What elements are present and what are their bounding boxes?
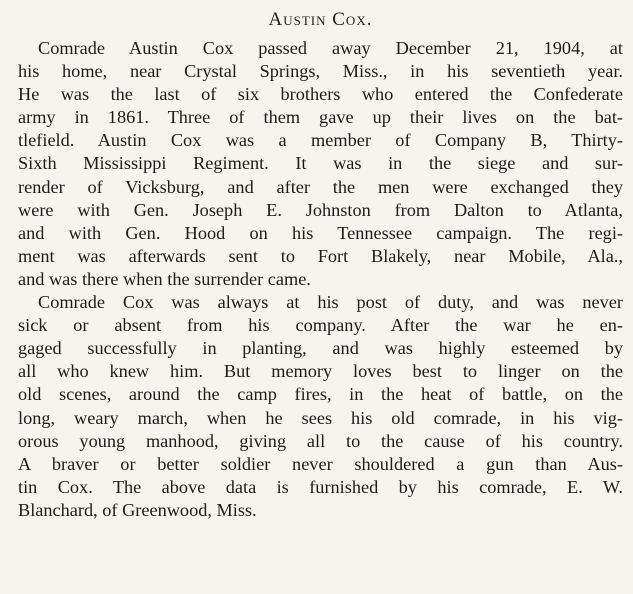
article-title: Austin Cox. xyxy=(268,9,373,30)
text-line: He was the last of six brothers who entered the Confederate xyxy=(18,84,623,105)
text-line: tin Cox. The above data is furnished by his comrade, E. W. xyxy=(18,476,623,497)
text-line: Sixth Mississippi Regiment. It was in the siege and sur- xyxy=(18,153,623,174)
text-line: orous young manhood, giving all to the cause of his country. xyxy=(18,430,623,451)
paragraph-1 xyxy=(18,37,623,291)
text-line: and was there when the surrender came. xyxy=(18,268,311,289)
text-line: army in 1861. Three of them gave up their lives on the bat- xyxy=(18,107,623,128)
text-line: tlefield. Austin Cox was a member of Company B, Thirty- xyxy=(18,130,623,151)
text-line: Comrade Austin Cox passed away December 21, 1904, at xyxy=(38,38,623,58)
text-line: ment was afterwards sent to Fort Blakely, near Mobile, Ala., xyxy=(18,245,623,266)
text-line: old scenes, around the camp fires, in the heat of battle, on the xyxy=(18,384,623,405)
text-line: gaged successfully in planting, and was highly esteemed by xyxy=(18,338,623,359)
text-line: his home, near Crystal Springs, Miss., in his seventieth year. xyxy=(18,61,623,82)
text-line: render of Vicksburg, and after the men were exchanged they xyxy=(18,176,623,197)
text-line: sick or absent from his company. After the war he en- xyxy=(18,315,623,336)
text-line: and with Gen. Hood on his Tennessee campaign. The regi- xyxy=(18,222,623,243)
text-line: Comrade Cox was always at his post of duty, and was never xyxy=(38,292,623,313)
text-line: were with Gen. Joseph E. Johnston from Dalton to Atlanta, xyxy=(18,199,623,220)
text-line: A braver or better soldier never shouldered a gun than Aus- xyxy=(18,453,623,474)
text-line: Blanchard, of Greenwood, Miss. xyxy=(18,499,257,520)
paragraph-2 xyxy=(18,291,623,522)
text-line: all who knew him. But memory loves best to linger on the xyxy=(18,361,623,382)
text-line: long, weary march, when he sees his old comrade, in his vig- xyxy=(18,407,623,428)
